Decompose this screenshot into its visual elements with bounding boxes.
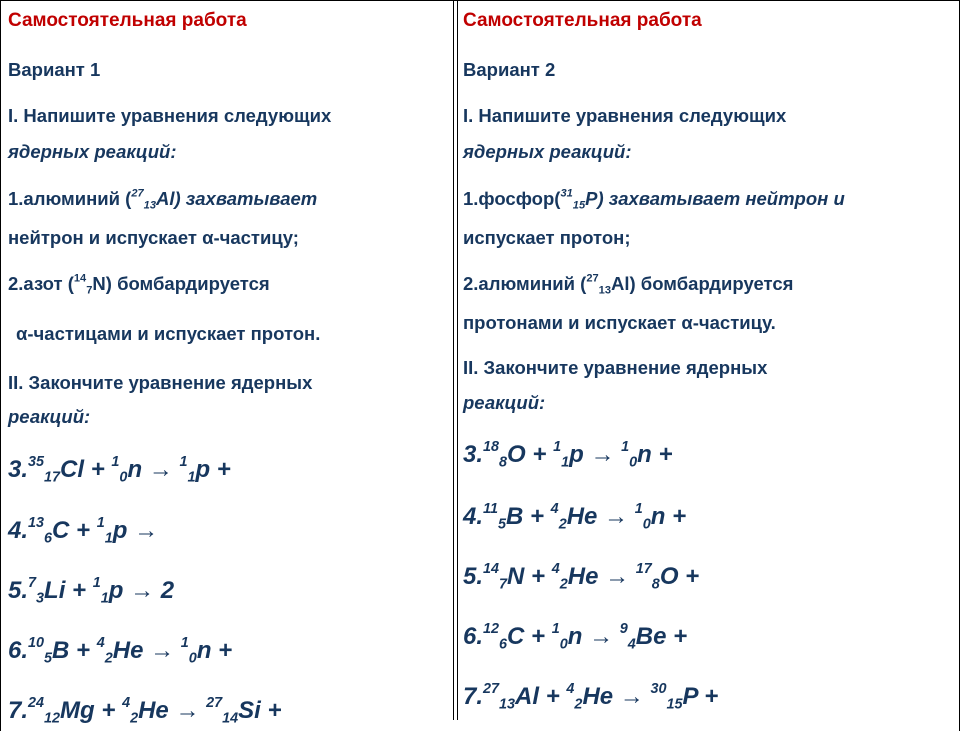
column-divider: [453, 0, 458, 720]
task-2-heading: II. Закончите уравнение ядерных: [463, 357, 768, 378]
equation-7: $7.27_{13}Al + ^4_2He \to ^{30}_{15}P$ +: [463, 681, 719, 713]
item-2-line-1: 2.азот ($^{14}_7$N) бомбардируется: [8, 272, 270, 297]
item-2-line-1: 2.алюминий ($^{27}_{13}$Al) бомбардируется: [463, 272, 794, 297]
equation-6: $6.10_5B + ^4_2He \to ^1_0n$ +: [8, 635, 233, 667]
item-1-line-1: 1.алюминий ($^{27}_{13}$Al) захватывает: [8, 187, 318, 212]
task-1-heading-cont: ядерных реакций:: [463, 141, 632, 162]
equation-5: $5.14_7N + ^4_2He \to ^{17}_8O$ +: [463, 561, 700, 593]
task-1-heading: I. Напишите уравнения следующих: [463, 105, 787, 126]
item-2-line-2: протонами и испускает α-частицу.: [463, 312, 776, 333]
equation-3: $3.35_{17}Cl + ^1_0n \to ^1_1p$ +: [8, 454, 231, 486]
task-1-heading-cont: ядерных реакций:: [8, 141, 177, 162]
equation-3: $3.18_8O + ^1_1p \to ^1_0n$ +: [463, 439, 673, 471]
task-2-heading: II. Закончите уравнение ядерных: [8, 372, 313, 393]
worksheet-title: Самостоятельная работа: [8, 10, 247, 31]
task-2-heading-cont: реакций:: [8, 406, 91, 427]
item-1-line-1: 1.фосфор($^{31}_{15}$P) захватывает нейтрон и: [463, 187, 845, 212]
equation-5: 5.$^7_3$Li + $^1_1$p → 2: [8, 575, 175, 607]
equation-7: $7.24_{12}Mg + ^4_2He \to ^{27}_{14}Si$ +: [8, 695, 282, 727]
item-1-line-2: испускает протон;: [463, 227, 631, 248]
equation-4: $4.13_6C + ^1_1p$ →: [8, 515, 159, 547]
equation-4: $4.11_5B + ^4_2He \to ^1_0n$ +: [463, 501, 687, 533]
equation-6: $6.12_6C + ^1_0n \to ^9_4Be$ +: [463, 621, 688, 653]
item-1-line-2: нейтрон и испускает α-частицу;: [8, 227, 299, 248]
variant-label: Вариант 1: [8, 59, 101, 80]
task-2-heading-cont: реакций:: [463, 392, 546, 413]
task-1-heading: I. Напишите уравнения следующих: [8, 105, 332, 126]
worksheet-title: Самостоятельная работа: [463, 10, 702, 31]
item-2-line-2: α-частицами и испускает протон.: [16, 323, 321, 344]
variant-label: Вариант 2: [463, 59, 556, 80]
